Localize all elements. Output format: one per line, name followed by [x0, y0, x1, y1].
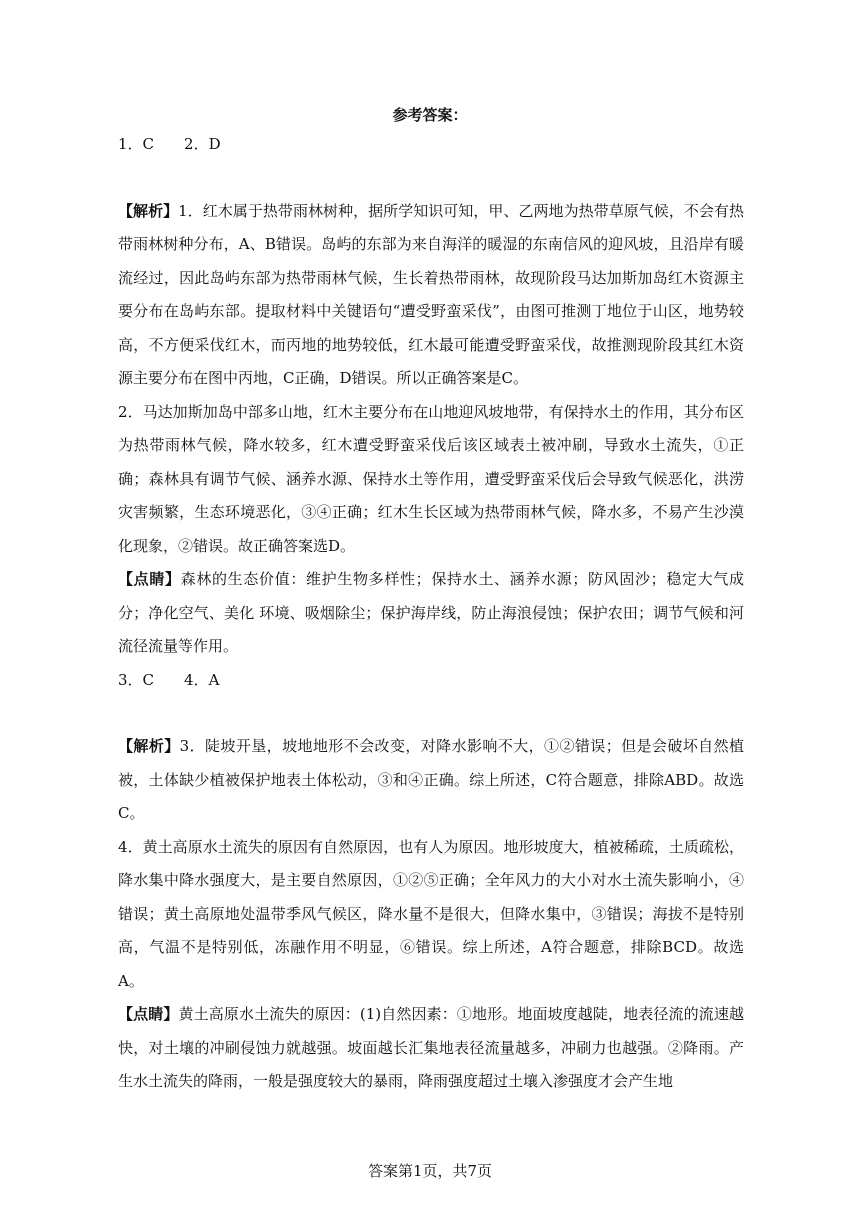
comment-text: 森林的生态价值：维护生物多样性；保持水土、涵养水源；防风固沙；稳定大气成分；净化空气、美化 环境、吸烟除尘；保护海岸线，防止海浪侵蚀；保护农田；调节气候和河流径流量等作用。 [118, 570, 744, 655]
answer-content [118, 128, 744, 1099]
comment-paragraph-1 [118, 563, 744, 664]
analysis-text: 1．红木属于热带雨林树种，据所学知识可知，甲、乙两地为热带草原气候，不会有热带雨林树种分布，A、B错误。岛屿的东部为来自海洋的暖湿的东南信风的迎风坡，且沿岸有暖流经过，因此岛屿东部为热带雨林气候，生长着热带雨林，故现阶段马达加斯加岛红木资源主要分布在岛屿东部。提取材料中关键语句“遭受野蛮采伐”，由图可推测丁地位于山区，地势较高，不方便采伐红木，而丙地的地势较低，红木最可能遭受野蛮采伐，故推测现阶段其红木资源主要分布在图中丙地，C正确，D错误。所以正确答案是C。 [118, 201, 744, 387]
analysis-text: 3．陡坡开垦，坡地地形不会改变，对降水影响不大，①②错误；但是会破坏自然植被，土体缺少植被保护地表土体松动，③和④正确。综上所述，C符合题意，排除ABD。故选C。 [118, 737, 744, 822]
page-title: 参考答案： [392, 106, 468, 124]
comment-paragraph-2 [118, 998, 744, 1099]
analysis-tag: 【解析】 [118, 201, 179, 220]
comment-text: 黄土高原水土流失的原因：(1)自然因素：①地形。地面坡度越陡，地表径流的流速越快，对土壤的冲刷侵蚀力就越强。坡面越长汇集地表径流量越多，冲刷力也越强。②降雨。产生水土流失的降雨，一般是强度较大的暴雨，降雨强度超过土壤入渗强度才会产生地 [118, 1005, 744, 1090]
answers-line-2: 3．C 4．A [118, 670, 220, 689]
page-footer: 答案第1页，共7页 [367, 1162, 493, 1180]
analysis-paragraph-2: 2．马达加斯加岛中部多山地，红木主要分布在山地迎风坡地带，有保持水土的作用，其分布区为热带雨林气候，降水较多，红木遭受野蛮采伐后该区域表土被冲刷，导致水土流失，①正确；森林具有调节气候、涵养水源、保持水土等作用，遭受野蛮采伐后会导致气候恶化，洪涝灾害频繁，生态环境恶化，③④正确；红木生长区域为热带雨林气候，降水多，不易产生沙漠化现象，②错误。故正确答案选D。 [118, 402, 744, 555]
analysis-tag: 【解析】 [118, 737, 180, 755]
comment-tag: 【点睛】 [118, 570, 181, 588]
analysis-paragraph-4: 4．黄土高原水土流失的原因有自然原因，也有人为原因。地形坡度大，植被稀疏，土质疏松，降水集中降水强度大，是主要自然原因，①②⑤正确；全年风力的大小对水土流失影响小，④错误；黄土高原地处温带季风气候区，降水量不是很大，但降水集中，③错误；海拔不是特别高，气温不是特别低，冻融作用不明显，⑥错误。综上所述，A符合题意，排除BCD。故选A。 [118, 837, 744, 990]
answers-line-1: 1．C 2．D [118, 135, 221, 153]
comment-tag: 【点睛】 [118, 1005, 179, 1023]
spacer [118, 162, 744, 195]
analysis-paragraph-1 [118, 195, 744, 396]
spacer [118, 697, 744, 730]
analysis-paragraph-3 [118, 730, 744, 831]
